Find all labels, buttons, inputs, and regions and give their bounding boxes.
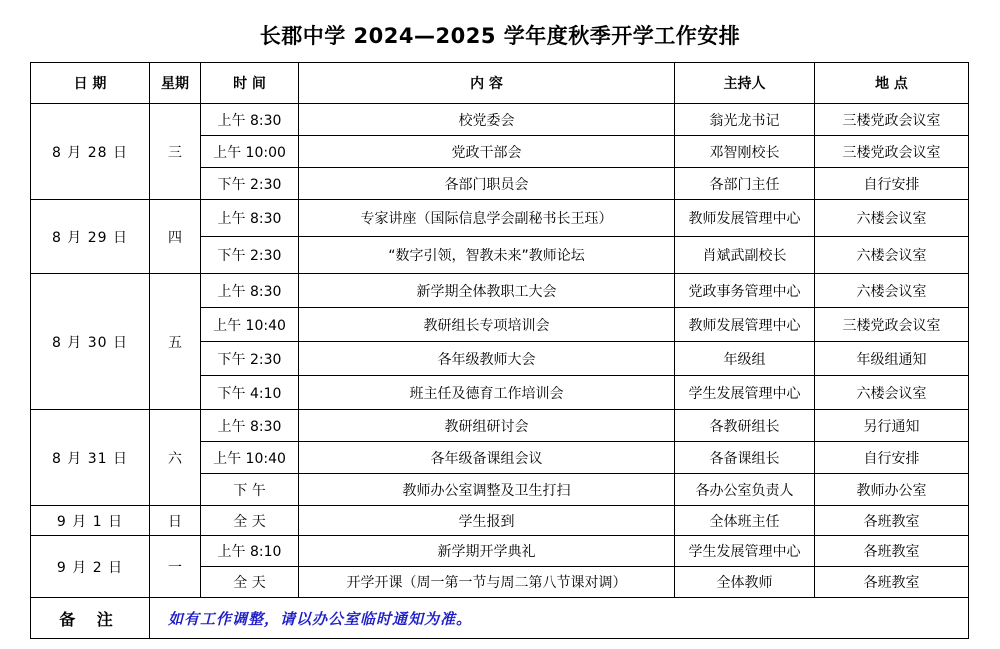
host-cell: 全体教师: [675, 567, 815, 598]
weekday-cell: 一: [150, 536, 201, 598]
table-row: [31, 200, 969, 237]
header-weekday: 星期: [150, 63, 201, 104]
header-time: 时 间: [201, 63, 299, 104]
content-cell: 各年级备课组会议: [299, 442, 675, 474]
content-cell: 教研组研讨会: [299, 410, 675, 442]
header-host: 主持人: [675, 63, 815, 104]
weekday-cell: 日: [150, 506, 201, 536]
time-cell: 上午 8:30: [201, 200, 299, 237]
time-cell: 上午 8:10: [201, 536, 299, 567]
host-cell: 全体班主任: [675, 506, 815, 536]
host-cell: 教师发展管理中心: [675, 200, 815, 237]
time-cell: 上午 8:30: [201, 274, 299, 308]
date-cell: 8 月 28 日: [31, 104, 150, 200]
time-cell: 上午 10:00: [201, 136, 299, 168]
weekday-cell: 四: [150, 200, 201, 274]
date-cell: 8 月 30 日: [31, 274, 150, 410]
host-cell: 各部门主任: [675, 168, 815, 200]
host-cell: 学生发展管理中心: [675, 536, 815, 567]
time-cell: 上午 10:40: [201, 442, 299, 474]
content-cell: 学生报到: [299, 506, 675, 536]
time-cell: 上午 8:30: [201, 410, 299, 442]
header-date: 日 期: [31, 63, 150, 104]
content-cell: 新学期全体教职工大会: [299, 274, 675, 308]
time-cell: 上午 10:40: [201, 308, 299, 342]
time-cell: 全 天: [201, 506, 299, 536]
place-cell: 各班教室: [815, 567, 969, 598]
time-cell: 下午 2:30: [201, 237, 299, 274]
host-cell: 各办公室负责人: [675, 474, 815, 506]
content-cell: 教师办公室调整及卫生打扫: [299, 474, 675, 506]
time-cell: 下午 4:10: [201, 376, 299, 410]
date-cell: 8 月 29 日: [31, 200, 150, 274]
host-cell: 肖斌武副校长: [675, 237, 815, 274]
place-cell: 另行通知: [815, 410, 969, 442]
header-content: 内 容: [299, 63, 675, 104]
note-text: 如有工作调整，请以办公室临时通知为准。: [150, 598, 969, 639]
host-cell: 教师发展管理中心: [675, 308, 815, 342]
table-row: [31, 104, 969, 136]
host-cell: 翁光龙书记: [675, 104, 815, 136]
content-cell: 新学期开学典礼: [299, 536, 675, 567]
content-cell: 各年级教师大会: [299, 342, 675, 376]
content-cell: “数字引领，智教未来”教师论坛: [299, 237, 675, 274]
header-place: 地 点: [815, 63, 969, 104]
table-row: [31, 506, 969, 536]
content-cell: 开学开课（周一第一节与周二第八节课对调）: [299, 567, 675, 598]
date-cell: 9 月 2 日: [31, 536, 150, 598]
place-cell: 六楼会议室: [815, 200, 969, 237]
place-cell: 三楼党政会议室: [815, 308, 969, 342]
place-cell: 六楼会议室: [815, 376, 969, 410]
schedule-table: [30, 62, 969, 639]
content-cell: 教研组长专项培训会: [299, 308, 675, 342]
time-cell: 下 午: [201, 474, 299, 506]
header-row: [31, 63, 969, 104]
host-cell: 学生发展管理中心: [675, 376, 815, 410]
place-cell: 自行安排: [815, 442, 969, 474]
content-cell: 各部门职员会: [299, 168, 675, 200]
place-cell: 自行安排: [815, 168, 969, 200]
place-cell: 三楼党政会议室: [815, 104, 969, 136]
place-cell: 六楼会议室: [815, 274, 969, 308]
weekday-cell: 三: [150, 104, 201, 200]
place-cell: 各班教室: [815, 536, 969, 567]
place-cell: 年级组通知: [815, 342, 969, 376]
date-cell: 8 月 31 日: [31, 410, 150, 506]
date-cell: 9 月 1 日: [31, 506, 150, 536]
host-cell: 年级组: [675, 342, 815, 376]
weekday-cell: 五: [150, 274, 201, 410]
host-cell: 各备课组长: [675, 442, 815, 474]
host-cell: 邓智刚校长: [675, 136, 815, 168]
note-row: [31, 598, 969, 639]
time-cell: 下午 2:30: [201, 342, 299, 376]
time-cell: 上午 8:30: [201, 104, 299, 136]
place-cell: 三楼党政会议室: [815, 136, 969, 168]
place-cell: 教师办公室: [815, 474, 969, 506]
content-cell: 班主任及德育工作培训会: [299, 376, 675, 410]
content-cell: 专家讲座（国际信息学会副秘书长王珏）: [299, 200, 675, 237]
table-row: [31, 410, 969, 442]
host-cell: 党政事务管理中心: [675, 274, 815, 308]
host-cell: 各教研组长: [675, 410, 815, 442]
time-cell: 全 天: [201, 567, 299, 598]
table-row: [31, 274, 969, 308]
weekday-cell: 六: [150, 410, 201, 506]
place-cell: 六楼会议室: [815, 237, 969, 274]
note-label: 备 注: [31, 598, 150, 639]
table-row: [31, 536, 969, 567]
page-title: 长郡中学 2024—2025 学年度秋季开学工作安排: [259, 24, 741, 48]
content-cell: 党政干部会: [299, 136, 675, 168]
content-cell: 校党委会: [299, 104, 675, 136]
place-cell: 各班教室: [815, 506, 969, 536]
time-cell: 下午 2:30: [201, 168, 299, 200]
